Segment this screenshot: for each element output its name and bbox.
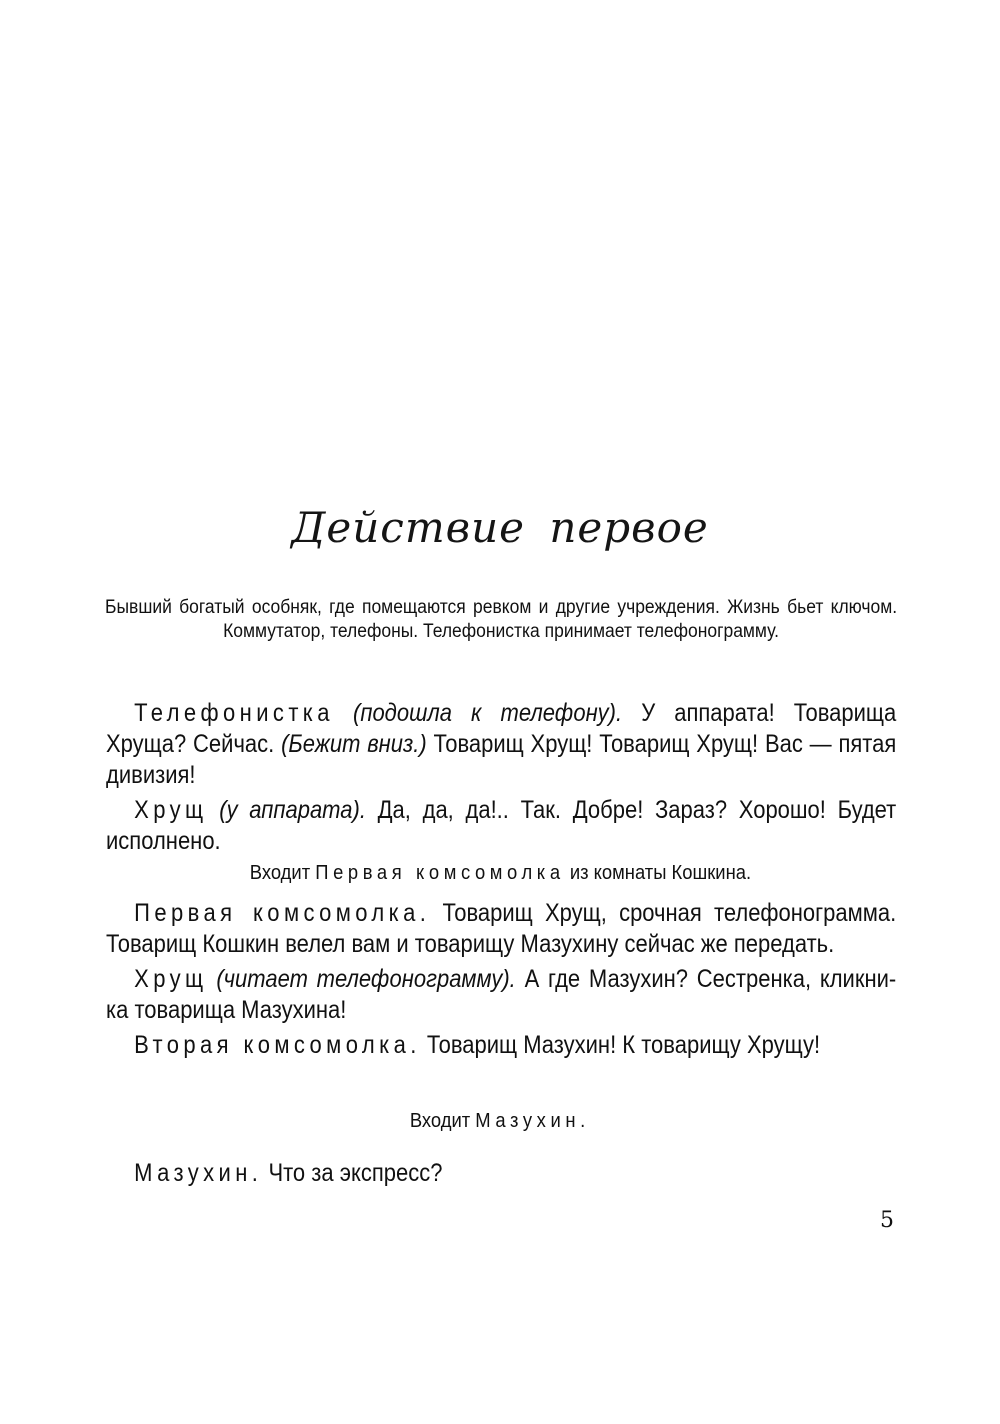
line-khrushch-reads [106, 964, 896, 1026]
dialogue-block-3 [106, 1158, 896, 1193]
line-telefonistka [106, 698, 896, 791]
speaker-remark: (подошла к телефону). [353, 699, 623, 727]
line-text: Товарищ Хрущ! Товарищ Хрущ! Вас — пятая дивизия! [106, 730, 897, 789]
speaker-name: Телефонистка [134, 699, 334, 727]
character-name: Мазухин. [475, 1110, 591, 1132]
stage-direction-enter-first [0, 862, 1000, 885]
line-text: А где Мазухин? Сестренка, кликни-ка товарища Мазухина! [106, 965, 897, 1024]
direction-prefix: Входит [249, 862, 310, 884]
opening-stage-direction: Бывший богатый особняк, где помещаются ревком и другие учреждения. Жизнь бьет ключом. Коммутатор, телефоны. Телефонистка принимает телефонограмму. [105, 597, 898, 642]
page-number: 5 [880, 1208, 894, 1233]
direction-suffix: из комнаты Кошкина. [569, 862, 751, 884]
line-mazukhin [106, 1158, 896, 1189]
aside: (Бежит вниз.) [281, 730, 427, 758]
character-name: Первая комсомолка [314, 862, 565, 884]
line-khrushch [106, 795, 896, 857]
speaker-name: Вторая комсомолка. [134, 1031, 421, 1059]
speaker-name: Первая комсомолка. [134, 899, 431, 927]
speaker-remark: (у аппарата). [219, 796, 366, 824]
line-first-komsomolka [106, 898, 896, 960]
dialogue-block-1 [106, 698, 896, 861]
speaker-name: Хрущ [134, 965, 208, 993]
dialogue-block-2 [106, 898, 896, 1065]
line-text: Да, да, да!.. Так. Добре! Зараз? Хорошо! Будет исполнено. [106, 796, 897, 855]
act-title: Действие первое [291, 503, 709, 552]
line-text: Что за экспресс? [268, 1159, 443, 1187]
stage-direction-enter-mazukhin [0, 1110, 1000, 1133]
line-text: У аппарата! Товарища Хруща? Сейчас. [106, 699, 897, 758]
speaker-name: Мазухин. [134, 1159, 263, 1187]
direction-prefix: Входит [409, 1110, 471, 1132]
speaker-remark: (читает телефонограмму). [216, 965, 516, 993]
line-text: Товарищ Мазухин! К товарищу Хрущу! [426, 1031, 821, 1059]
speaker-name: Хрущ [134, 796, 208, 824]
line-text: Товарищ Хрущ, срочная телефонограмма. Товарищ Кошкин велел вам и товарищу Мазухину сейчас же передать. [106, 899, 897, 958]
line-second-komsomolka [106, 1030, 896, 1061]
